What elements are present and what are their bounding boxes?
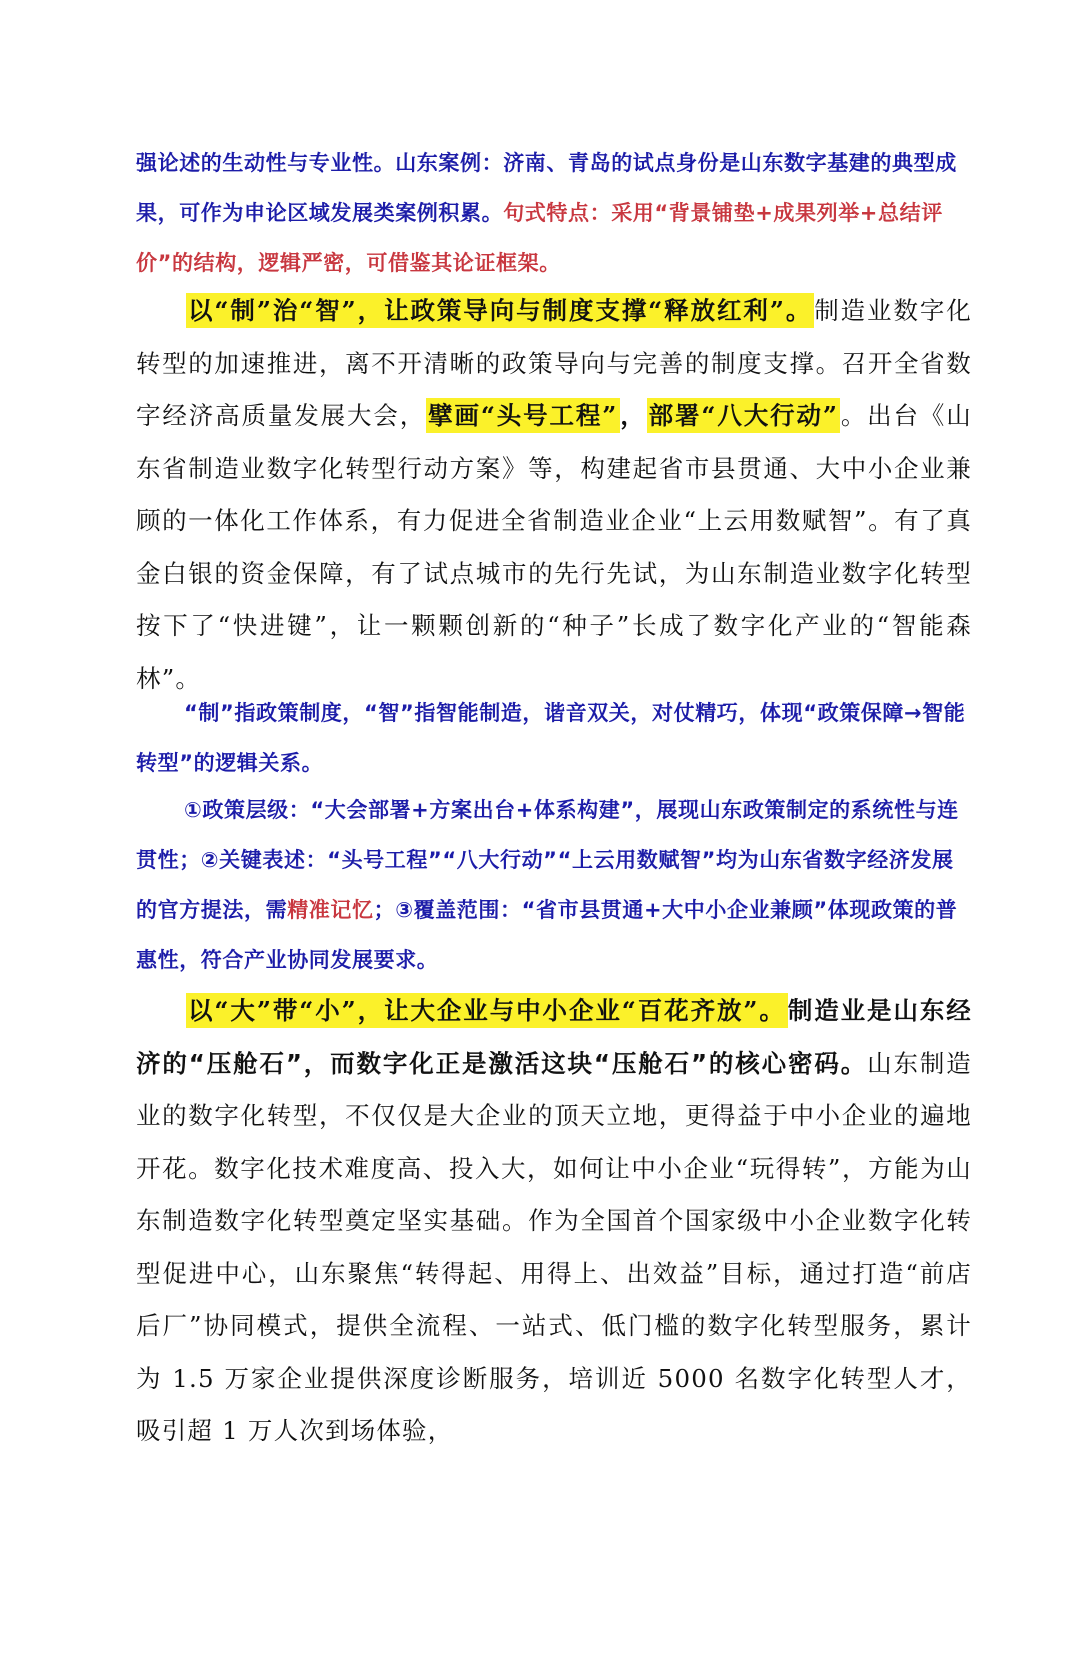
annotation-text: ①政策层级：“大会部署+方案出台+体系构建”，展现山东政策制定的系统性与连贯性；②关键表述：“头号工程”“八大行动”“上云用数赋智”均为山东省数字经济发展的官方提法，需 xyxy=(136,798,959,922)
highlighted-heading: 以“制”治“智”，让政策导向与制度支撑“释放红利”。 xyxy=(186,293,814,328)
punctuation: ， xyxy=(619,401,647,430)
highlighted-phrase: 擘画“头号工程” xyxy=(426,398,620,433)
annotation-text: 强论述的生动性与专业性。山东案例：济南、青岛的试点身份是山东数字基建的典型成果，可作为申论区域发展类案例积累。 xyxy=(136,151,957,225)
paragraph-text: 山东制造业的数字化转型，不仅仅是大企业的顶天立地，更得益于中小企业的遍地开花。数字化技术难度高、投入大，如何让中小企业“玩得转”，方能为山东制造数字化转型奠定坚实基础。作为全国首个国家级中小企业数字化转型促进中心，山东聚焦“转得起、用得上、出效益”目标，通过打造“前店后厂”协同模式，提供全流程、一站式、低门槛的数字化转型服务，累计为 1.5 万家企业提供深度诊断服务，培训近 5000 名数字化转型人才，吸引超 1 万人次到场体验， xyxy=(136,1048,972,1445)
annotation-note-2 xyxy=(136,688,972,788)
annotation-emphasis: 精准记忆 xyxy=(287,898,374,922)
annotation-note-1 xyxy=(136,138,972,288)
bold-sentence: 制造业是山东经济的“压舱石”，而数字化正是激活这块“压舱石”的核心密码。 xyxy=(136,996,972,1078)
body-paragraph-enterprises xyxy=(136,985,972,1458)
paragraph-text: 。出台《山东省制造业数字化转型行动方案》等，构建起省市县贯通、大中小企业兼顾的一体化工作体系，有力促进全省制造业企业“上云用数赋智”。有了真金白银的资金保障，有了试点城市的先行先试，为山东制造业数字化转型按下了“快进键”，让一颗颗创新的“种子”长成了数字化产业的“智能森林”。 xyxy=(136,401,972,693)
paragraph-text: 制造业数字化转型的加速推进，离不开清晰的政策导向与完善的制度支撑。召开全省数字经济高质量发展大会， xyxy=(136,296,972,430)
highlighted-heading: 以“大”带“小”，让大企业与中小企业“百花齐放”。 xyxy=(186,993,788,1028)
annotation-note-3 xyxy=(136,785,972,985)
body-paragraph-policy xyxy=(136,285,972,705)
annotation-text: “制”指政策制度，“智”指智能制造，谐音双关，对仗精巧，体现“政策保障→智能转型”的逻辑关系。 xyxy=(136,701,966,775)
annotation-text: ；③覆盖范围：“省市县贯通+大中小企业兼顾”体现政策的普惠性，符合产业协同发展要求。 xyxy=(136,898,958,972)
annotation-sentence-feature: 句式特点：采用“背景铺垫+成果列举+总结评价”的结构，逻辑严密，可借鉴其论证框架。 xyxy=(136,201,943,275)
highlighted-phrase: 部署“八大行动” xyxy=(647,398,841,433)
